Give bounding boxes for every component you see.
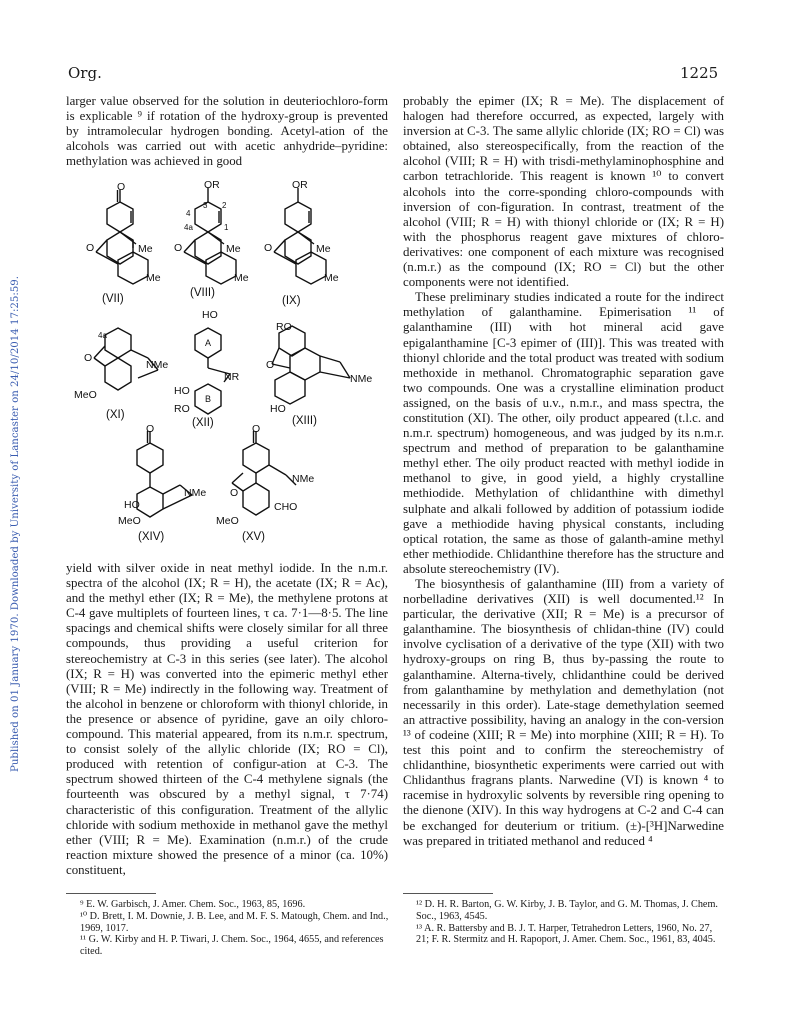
atom-label: MeO [118, 515, 141, 527]
paragraph: The biosynthesis of galanthamine (III) from a variety of norbelladine derivatives (XII) is well documented.¹² In particular, the derivative (XII; R = Me) is a precursor of galanthamine. The biosynthesis of chlidan-thine (IV) could involve cyclisation of a derivative of the type (XII) with two hydroxy-groups on ring B, thus by-passing the route to galanthamine. Alterna-tively, chlidanthine could be derived from galanthamine by methylation and demethylation (not necessarily in this order). Late-stage demethylation seemed an attractive possibility, having an analogy in the con-version ¹³ of codeine (XIII; R = Me) into morphine (XIII; R = H). To test this point and to confirm the stereochemistry of chlidanthine, biosynthetic experiments were carried out with Chlidanthus fragrans plants. Narwedine (VI) is known ⁴ to racemise in hydroxylic solvents by reversible ring opening to the dienone (XIV). In this way hydrogens at C-2 and C-4 can be exchanged for deuterium or tritium. (±)-[³H]Narwedine was prepared in tritiated methanol and reduced ⁴ [403, 577, 724, 848]
atom-label: 4a [184, 223, 193, 232]
atom-label: HO [124, 499, 140, 511]
ring-label: A [205, 338, 212, 348]
compound-label: (XV) [242, 531, 265, 543]
ring-label: B [205, 394, 212, 404]
atom-label: O [264, 242, 273, 254]
atom-label: O [84, 352, 93, 364]
atom-label: O [266, 359, 275, 371]
atom-label: OR [292, 179, 308, 191]
structure-IX [274, 188, 326, 284]
footnote: ¹² D. H. R. Barton, G. W. Kirby, J. B. Taylor, and G. M. Thomas, J. Chem. Soc., 1963, 4545. [416, 899, 718, 922]
publication-watermark: Published on 01 January 1970. Downloaded by University of Lancaster on 24/10/2014 17:25:59. [10, 276, 21, 772]
footnote: ¹¹ G. W. Kirby and H. P. Tiwari, J. Chem. Soc., 1964, 4655, and references cited. [80, 934, 384, 958]
atom-label: O [174, 242, 183, 254]
compound-label: (XII) [192, 417, 214, 429]
atom-label: O [86, 242, 95, 254]
structure-VIII [184, 188, 236, 284]
right-column [403, 94, 724, 849]
left-column-top [66, 94, 388, 169]
atom-label: HO [202, 309, 218, 321]
footnote: ⁹ E. W. Garbisch, J. Amer. Chem. Soc., 1963, 85, 1696. [80, 899, 306, 910]
footnote-divider [66, 893, 156, 894]
atom-label: 3 [203, 201, 208, 210]
compound-label: (XIII) [292, 415, 317, 427]
atom-label: NMe [350, 373, 373, 385]
footnote: ¹³ A. R. Battersby and B. J. T. Harper, Tetrahedron Letters, 1960, No. 27, 21; F. R. Stermitz and H. Rapoport, J. Amer. Chem. Soc., 1961, 83, 4045. [416, 922, 716, 946]
atom-label: HO [174, 385, 190, 397]
page-number: 1225 [680, 64, 719, 82]
atom-label: NMe [184, 487, 207, 499]
atom-label: Me [316, 243, 331, 255]
compound-label: (VII) [102, 293, 124, 305]
structure-VII [96, 190, 148, 284]
atom-label: Me [138, 243, 153, 255]
atom-label: Me [234, 272, 249, 284]
compound-label: (VIII) [190, 287, 215, 299]
journal-section-header: Org. [68, 64, 102, 82]
atom-label: O [230, 487, 239, 499]
compound-label: (IX) [282, 295, 301, 307]
footnote-divider [403, 893, 493, 894]
atom-label: RO [276, 321, 292, 333]
atom-label: 1 [224, 223, 229, 232]
structure-XIII [272, 326, 350, 404]
atom-label: NR [224, 371, 240, 383]
paragraph: probably the epimer (IX; R = Me). The displacement of halogen had therefore occurred, as expected, largely with inversion at C-3. The same allylic chloride (IX; RO = Cl) was obtained, also stereospecifically, from the reaction of the alcohol (VIII; R = H) with trisdi-methylaminophosphine and carbon tetrachloride. This reagent is known ¹⁰ to convert alcohols into the corre-sponding chloro-compounds with inversion of con-figuration. In contrast, treatment of the alcohol (VIII; R = H) with thionyl chloride or (IX; R = H) with the phosphorus reagent gave mixtures of chloro-derivatives: one component of each mixture was recognised (n.m.r.) as the compound (IX; RO = Cl) but the other components were not identified. [403, 94, 724, 290]
atom-label: 4 [186, 209, 191, 218]
atom-label: CHO [274, 501, 298, 513]
atom-label: MeO [216, 515, 239, 527]
footnotes-left [80, 899, 390, 958]
chemical-structures-figure [66, 178, 388, 558]
left-column-bottom [66, 561, 388, 878]
atom-label: OR [204, 179, 220, 191]
footnotes-right [416, 899, 726, 946]
atom-label: O [146, 423, 155, 435]
compound-label: (XIV) [138, 531, 165, 543]
atom-label: Me [146, 272, 161, 284]
structure-XIV [137, 431, 192, 517]
atom-label: Me [226, 243, 241, 255]
atom-label: 4a [98, 331, 107, 340]
compound-label: (XI) [106, 409, 125, 421]
paragraph: yield with silver oxide in neat methyl iodide. In the n.m.r. spectra of the alcohol (IX; R = H), the acetate (IX; R = Ac), and the methyl ether (IX; R = Me), the methylene protons at C-4 gave multiplets of fourteen lines, τ ca. 7·1—8·5. The line spacings and chemical shifts were closely similar for all three compounds, thus providing a useful criterion for stereochemistry at C-3 in this series (see later). The alcohol (IX; R = H) was converted into the epimeric methyl ether (VIII; R = Me) indirectly in the following way. Treatment of the alcohol in benzene or chloroform with thionyl chloride, in the presence or absence of pyridine, gave an oily chloro-compound. This material appeared, from its n.m.r. spectrum, to consist solely of the allylic chloride (IX; RO = Cl), produced with retention of configur-ation at C-3. The spectrum showed thirteen of the C-4 methylene signals (the fourteenth was obscured by a methyl signal, τ 7·74) characteristic of this configuration. Treatment of the allylic chloride with sodium methoxide in methanol gave the methyl ether (VIII; R = Me). Examination (n.m.r.) of the crude reaction mixture showed the presence of a minor (ca. 10%) constituent, [66, 561, 388, 877]
atom-label: Me [324, 272, 339, 284]
atom-label: RO [174, 403, 190, 415]
atom-label: NMe [146, 359, 169, 371]
paragraph: larger value observed for the solution in deuteriochloro-form is explicable ⁹ if rotation of the hydroxy-group is prevented by intramolecular hydrogen bonding. Acetyl-ation of the alcohols was carried out with acetic anhydride–pyridine: methylation was achieved in good [66, 94, 388, 169]
atom-label: O [252, 423, 261, 435]
atom-label: 2 [222, 201, 227, 210]
footnote: ¹⁰ D. Brett, I. M. Downie, J. B. Lee, and M. F. S. Matough, Chem. and Ind., 1969, 1017. [80, 910, 389, 934]
atom-label: HO [270, 403, 286, 415]
atom-label: MeO [74, 389, 97, 401]
atom-label: O [117, 181, 126, 193]
atom-label: NMe [292, 473, 315, 485]
paragraph: These preliminary studies indicated a route for the indirect methylation of galanthamine. Epimerisation ¹¹ of galanthamine (III) with hot mineral acid gave epigalanthamine [C-3 epimer of (III)]. This was treated with thionyl chloride and the total product was treated with sodium methoxide in methanol. Chromatographic separation gave two compounds. One was a crystalline elimination product assigned, on the basis of u.v., n.m.r., and mass spectra, the constitution (XI). The other, oily product appeared (t.l.c. and n.m.r. spectrum) homogeneous, and was judged by its n.m.r. spectrum and method of preparation to be galanthamine methyl ether. The oily product reacted with methyl iodide in methanol to give, in good yield, a highly crystalline methiodide. Methylation of chlidanthine with dimethyl sulphate and alkali followed by addition of potassium iodide gave a methiodide having physical constants, including optical rotation, the same as those of galanth-amine methyl ether methiodide. Chlidanthine therefore has the structure and absolute stereochemistry (IV). [403, 290, 724, 576]
